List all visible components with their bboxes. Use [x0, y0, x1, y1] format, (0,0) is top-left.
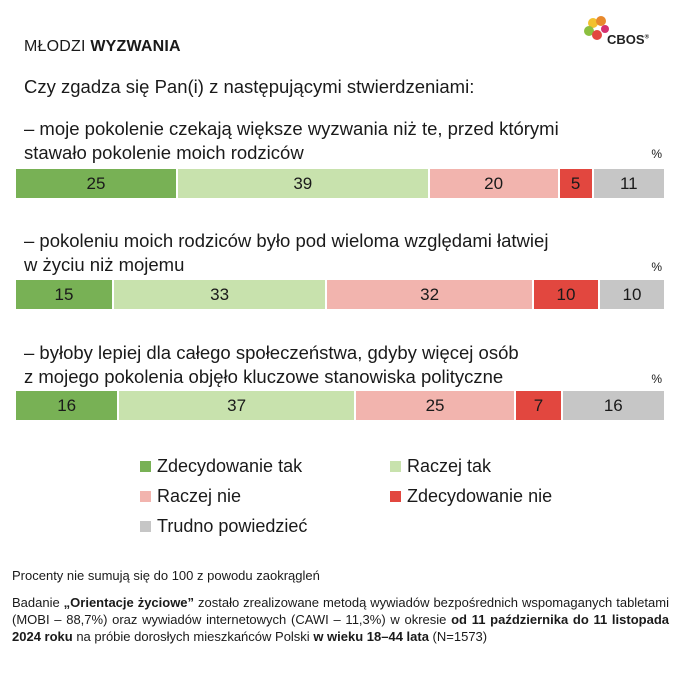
legend-swatch	[140, 521, 151, 532]
method-text-1: Badanie	[12, 595, 64, 610]
legend-label: Raczej tak	[407, 456, 492, 476]
footnote: Procenty nie sumują się do 100 z powodu zaokrągleń	[12, 568, 320, 583]
bar-segment-3-1	[16, 391, 117, 420]
header-prefix: MŁODZI	[24, 38, 86, 55]
bar-segment-1-5	[594, 169, 664, 198]
statement-2-line1: – pokoleniu moich rodziców było pod wieloma względami łatwiej	[24, 230, 549, 251]
legend	[140, 456, 580, 546]
statement-1	[24, 117, 624, 165]
data-label: 5	[570, 173, 581, 193]
bar-segment-2-2	[114, 280, 325, 309]
legend-swatch	[140, 491, 151, 502]
legend-item	[140, 456, 302, 477]
bar-segment-2-3	[327, 280, 532, 309]
bar-segment-1-3	[430, 169, 558, 198]
method-age: w wieku 18–44 lata	[313, 629, 429, 644]
methodology-note	[12, 594, 669, 645]
legend-item	[140, 486, 241, 507]
data-label: 15	[54, 284, 74, 304]
data-label: 32	[420, 284, 440, 304]
bar-segment-2-5	[600, 280, 664, 309]
method-study: „Orientacje życiowe”	[63, 595, 195, 610]
method-text-2: zostało zrealizowane metodą wywiadów bezpośrednich wspomaganych tabletami (MOBI – 88,7%) oraz wywiadów internetowych (CAWI – 11,3%) w okresie	[12, 595, 669, 627]
data-label: 16	[57, 395, 77, 415]
statement-3-line1: – byłoby lepiej dla całego społeczeństwa, gdyby więcej osób	[24, 342, 519, 363]
legend-item	[390, 486, 552, 507]
data-label: 37	[227, 395, 247, 415]
question: Czy zgadza się Pan(i) z następującymi stwierdzeniami:	[24, 76, 475, 97]
bar-segment-2-4	[534, 280, 598, 309]
data-label: 25	[425, 395, 445, 415]
logo-text: CBOS	[607, 32, 645, 47]
legend-label: Trudno powiedzieć	[157, 516, 308, 536]
data-label: 25	[86, 173, 106, 193]
stacked-bar-1	[16, 169, 664, 198]
data-label: 33	[210, 284, 230, 304]
legend-swatch	[140, 461, 151, 472]
data-label: 16	[603, 395, 623, 415]
statement-3	[24, 341, 624, 389]
bar-segment-3-5	[563, 391, 664, 420]
stacked-bar-3	[16, 391, 664, 420]
bar-segment-3-4	[516, 391, 560, 420]
unit-label-1: %	[651, 147, 662, 161]
data-label: 11	[619, 173, 638, 193]
data-label: 10	[622, 284, 642, 304]
statement-3-line2: z mojego pokolenia objęło kluczowe stanowiska polityczne	[24, 366, 504, 387]
stacked-bar-2	[16, 280, 664, 309]
legend-item	[140, 516, 307, 537]
legend-label: Zdecydowanie nie	[407, 486, 553, 506]
data-label: 20	[484, 173, 504, 193]
bar-segment-2-1	[16, 280, 112, 309]
data-label: 39	[293, 173, 313, 193]
statement-2	[24, 229, 624, 277]
method-text-4: (N=1573)	[428, 629, 488, 644]
data-label: 10	[556, 284, 576, 304]
bar-segment-1-4	[560, 169, 592, 198]
legend-swatch	[390, 461, 401, 472]
statement-1-line2: stawało pokolenie moich rodziców	[24, 142, 304, 163]
method-dates: od 11 października do 11 listopada 2024 roku	[12, 612, 669, 644]
header-title: WYZWANIA	[90, 38, 181, 55]
data-label: 7	[533, 395, 544, 415]
legend-label: Raczej nie	[157, 486, 242, 506]
bar-segment-3-2	[119, 391, 353, 420]
bar-segment-1-1	[16, 169, 176, 198]
legend-swatch	[390, 491, 401, 502]
logo-reg: ®	[644, 34, 649, 41]
statement-2-line2: w życiu niż mojemu	[24, 254, 185, 275]
statement-1-line1: – moje pokolenie czekają większe wyzwania niż te, przed którymi	[24, 118, 559, 139]
unit-label-3: %	[651, 372, 662, 386]
method-text-3: na próbie dorosłych mieszkańców Polski	[72, 629, 314, 644]
bar-segment-3-3	[356, 391, 514, 420]
legend-label: Zdecydowanie tak	[157, 456, 303, 476]
unit-label-2: %	[651, 260, 662, 274]
cbos-logo	[578, 14, 658, 54]
chart-header	[24, 38, 181, 56]
bar-segment-1-2	[178, 169, 428, 198]
legend-item	[390, 456, 491, 477]
